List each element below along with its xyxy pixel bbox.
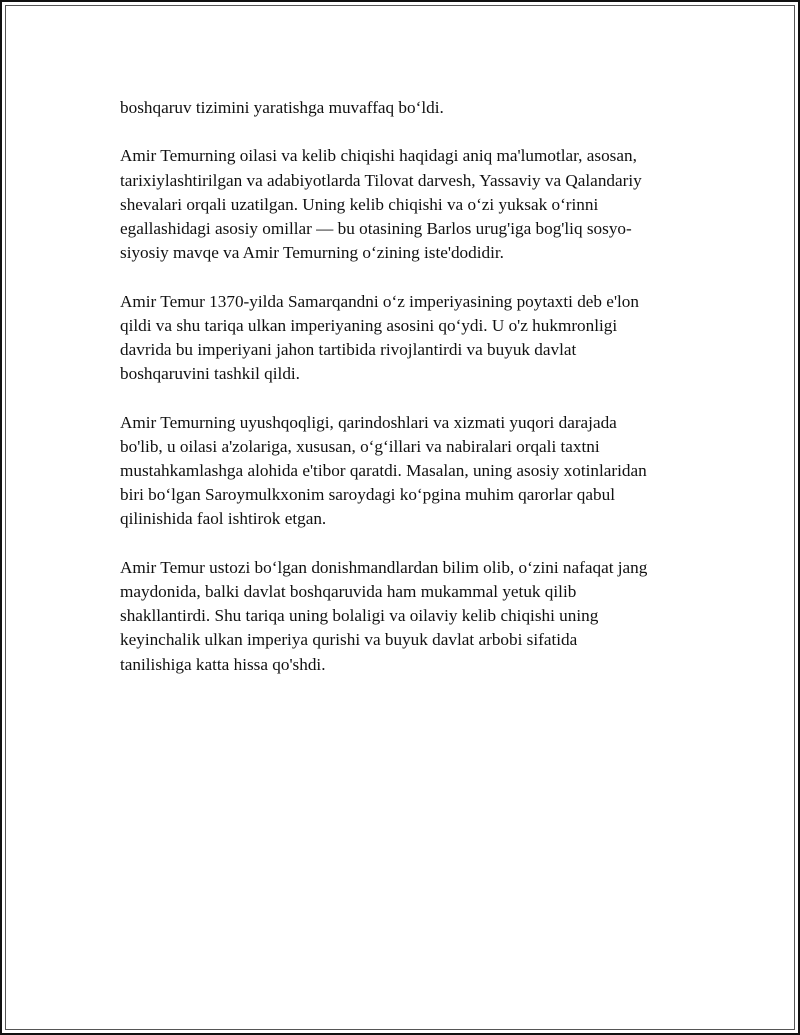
paragraph-line: tanilishiga katta hissa qo'shdi. (120, 654, 326, 674)
paragraph-line: shevalari orqali uzatilgan. Uning kelib chiqishi va o‘zi yuksak o‘rinni (120, 194, 599, 214)
document-body (120, 96, 690, 701)
paragraph-line: bo'lib, u oilasi a'zolariga, xususan, o‘g‘illari va nabiralari orqali taxtni (120, 436, 600, 456)
paragraph-2 (120, 144, 690, 265)
paragraph-4 (120, 411, 690, 532)
paragraph-line: qildi va shu tariqa ulkan imperiyaning asosini qo‘ydi. U o'z hukmronligi (120, 315, 618, 335)
paragraph-line: davrida bu imperiyani jahon tartibida rivojlantirdi va buyuk davlat (120, 340, 577, 359)
paragraph-line: mustahkamlashga alohida e'tibor qaratdi. Masalan, uning asosiy xotinlaridan (120, 461, 647, 480)
paragraph-5 (120, 556, 690, 677)
paragraph-line: Amir Temurning uyushqoqligi, qarindoshlari va xizmati yuqori darajada (120, 412, 617, 432)
paragraph-line: Amir Temur 1370-yilda Samarqandni o‘z imperiyasining poytaxti deb e'lon (120, 291, 639, 311)
paragraph-line: qilinishida faol ishtirok etgan. (120, 509, 327, 529)
paragraph-line: boshqaruv tizimini yaratishga muvaffaq bo‘ldi. (120, 98, 444, 117)
paragraph-line: tarixiylashtirilgan va adabiyotlarda Tilovat darvesh, Yassaviy va Qalandariy (120, 170, 642, 190)
paragraph-line: shakllantirdi. Shu tariqa uning bolaligi va oilaviy kelib chiqishi uning (120, 606, 599, 626)
paragraph-line: biri bo‘lgan Saroymulkxonim saroydagi ko‘pgina muhim qarorlar qabul (120, 485, 615, 505)
paragraph-line: boshqaruvini tashkil qildi. (120, 364, 300, 384)
paragraph-line: maydonida, balki davlat boshqaruvida ham mukammal yetuk qilib (120, 582, 577, 601)
paragraph-line: egallashidagi asosiy omillar — bu otasining Barlos urug'iga bog'liq sosyo- (120, 219, 632, 238)
paragraph-line: Amir Temurning oilasi va kelib chiqishi haqidagi aniq ma'lumotlar, asosan, (120, 146, 637, 166)
paragraph-3 (120, 290, 690, 387)
paragraph-1 (120, 96, 690, 120)
paragraph-line: siyosiy mavqe va Amir Temurning o‘zining iste'dodidir. (120, 243, 504, 263)
paragraph-line: keyinchalik ulkan imperiya qurishi va buyuk davlat arbobi sifatida (120, 630, 578, 650)
paragraph-line: Amir Temur ustozi bo‘lgan donishmandlardan bilim olib, o‘zini nafaqat jang (120, 557, 648, 577)
